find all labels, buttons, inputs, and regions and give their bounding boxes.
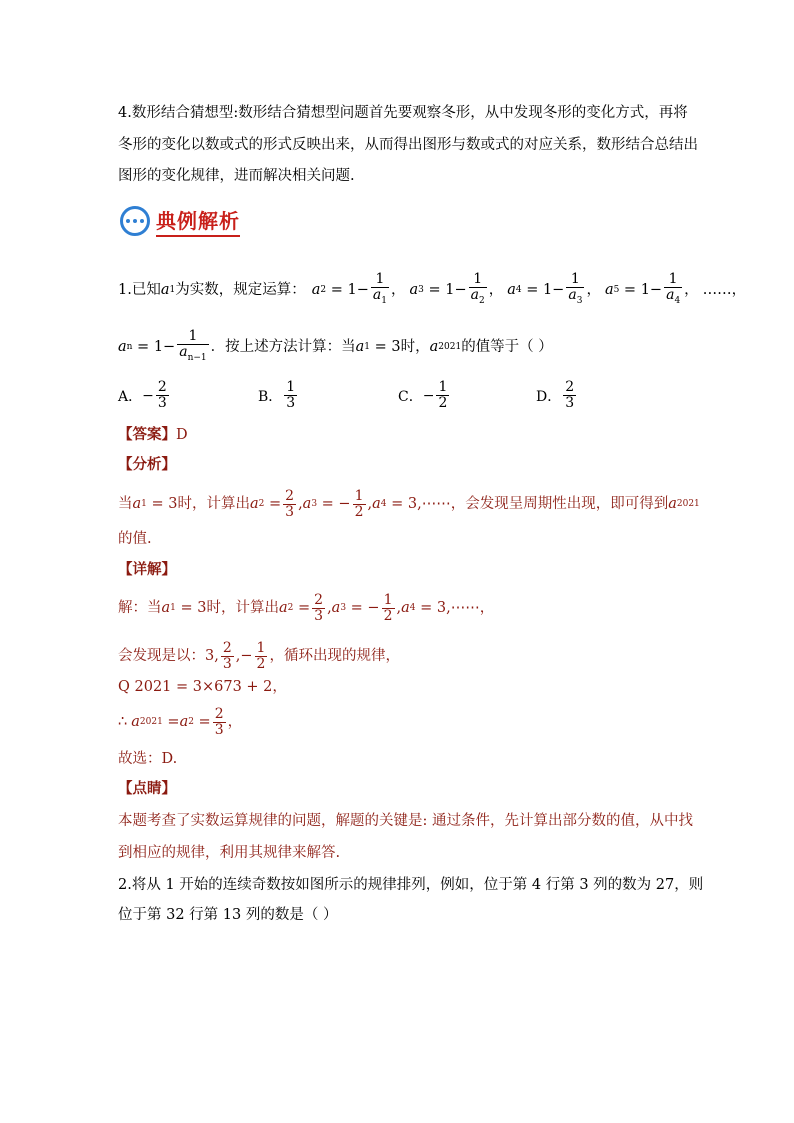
intro-line-3: 图形的变化规律，进而解决相关问题. (118, 168, 355, 184)
detail-line-5: 故选：D. (118, 751, 178, 767)
question-2-line-1: 2.将从 1 开始的连续奇数按如图所示的规律排列，例如，位于第 4 行第 3 列的数为 27，则 (118, 877, 704, 893)
question-2-line-2: 位于第 32 行第 13 列的数是（ ） (118, 907, 338, 923)
detail-line-2: 会发现是以： 3, $\frac{2}{3}$ ,− $\frac{1}{2}$ ，循环出现的规律， (118, 639, 400, 672)
question-1-line-1: 1.已知 a 1 为实数，规定运算： a 2 = 1− $\frac{1}{a_1}$ ， a 3 = 1− $\frac{1}{a_2}$ ， a 4 = 1− $\frac{1}{a_3}$ ， a 5 = 1− $\frac{1}{a_4}$ ， ……， (118, 270, 746, 310)
q1-ellipsis: ……， (702, 282, 747, 298)
intro-line-1: 4.数形结合猜想型:数形结合猜想型问题首先要观察冬形，从中发现冬形的变化方式，再将 (118, 105, 688, 121)
q1-prefix: 1.已知 (118, 282, 161, 298)
analysis-line-1: 当 a 1 = 3 时，计算出 a 2 = $\frac{2}{3}$ , a 3 = − $\frac{1}{2}$ , a 4 = 3,⋯⋯ ，会发现呈周期性出现，即可得到 a 2021 (118, 487, 700, 520)
intro-line-2: 冬形的变化以数或式的形式反映出来，从而得出图形与数或式的对应关系，数形结合总结出 (118, 137, 698, 153)
option-b: B． $\frac{1}{3}$ (258, 379, 296, 411)
option-a: A． − $\frac{2}{3}$ (118, 379, 167, 411)
detail-label: 【详解】 (118, 561, 176, 578)
comment-line-2: 到相应的规律，利用其规律来解答. (118, 845, 341, 861)
q1-line2-text: ．按上述方法计算：当 (210, 339, 356, 355)
section-heading (120, 205, 240, 237)
question-1-line-2: a n = 1− $\frac{1}{a_{n-1}}$ ．按上述方法计算：当 a 1 = 3时， a 2021 的值等于（ ） (118, 327, 553, 367)
analysis-label: 【分析】 (118, 456, 176, 473)
comment-label: 【点睛】 (118, 780, 176, 797)
detail-line-1: 解：当 a 1 = 3 时，计算出 a 2 = $\frac{2}{3}$ , a 3 = − $\frac{1}{2}$ , a 4 = 3,⋯⋯， (118, 591, 495, 624)
comment-line-1: 本题考查了实数运算规律的问题，解题的关键是: 通过条件，先计算出部分数的值，从中找 (118, 813, 693, 829)
detail-line-4: ∴ a 2021 = a 2 = $\frac{2}{3}$ ， (118, 705, 243, 738)
q1-suffix: 为实数，规定运算： (175, 282, 306, 298)
option-d: D． $\frac{2}{3}$ (536, 379, 575, 411)
ellipsis-circle-icon (120, 206, 150, 236)
section-title: 典例解析 (156, 205, 240, 237)
answer-label: 【答案】 (118, 426, 176, 443)
answer-value: D (176, 427, 188, 443)
option-c: C． − $\frac{1}{2}$ (398, 379, 448, 411)
detail-line-3: Q 2021 = 3×673 + 2， (118, 679, 287, 695)
q1-line2-end: 的值等于（ ） (461, 339, 553, 355)
answer-row (118, 426, 188, 444)
analysis-line-2: 的值. (118, 531, 152, 547)
